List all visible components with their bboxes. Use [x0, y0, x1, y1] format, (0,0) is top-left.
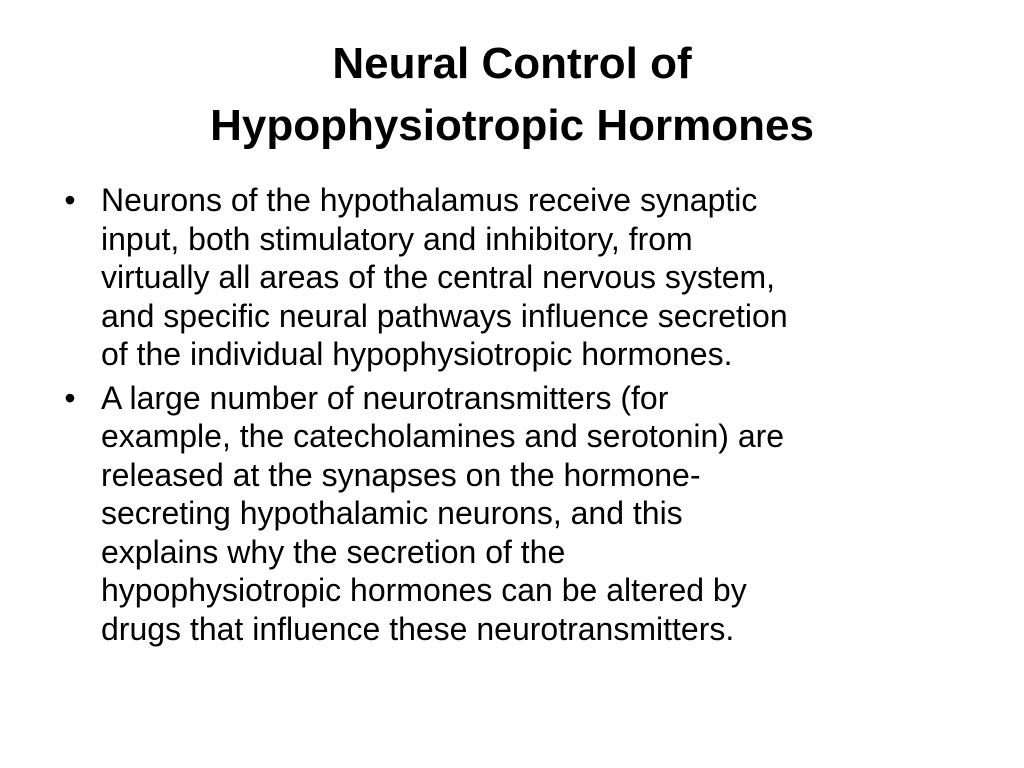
bullet-line: and specific neural pathways influence secretion: [101, 297, 788, 334]
bullet-line: drugs that influence these neurotransmitters.: [101, 610, 735, 647]
bullet-item: [60, 181, 960, 374]
bullet-list: [60, 181, 960, 653]
slide-title-line: Neural Control of: [332, 39, 692, 88]
bullet-line: virtually all areas of the central nervous system,: [101, 259, 776, 295]
bullet-line: of the individual hypophysiotropic hormones.: [101, 336, 733, 372]
bullet-line: A large number of neurotransmitters (for: [101, 379, 669, 416]
bullet-icon: •: [64, 379, 76, 416]
bullet-line: secreting hypothalamic neurons, and this: [101, 495, 683, 531]
bullet-line: input, both stimulatory and inhibitory, from: [101, 220, 693, 257]
bullet-line: example, the catecholamines and serotonin) are: [101, 418, 785, 454]
slide-title-line: Hypophysiotropic Hormones: [210, 101, 814, 150]
bullet-line: hypophysiotropic hormones can be altered by: [101, 572, 747, 608]
slide-title: [60, 33, 964, 157]
bullet-line: explains why the secretion of the: [101, 533, 566, 570]
bullet-line: Neurons of the hypothalamus receive synaptic: [101, 182, 758, 218]
bullet-item: [60, 379, 960, 649]
bullet-line: released at the synapses on the hormone-: [101, 456, 701, 493]
bullet-icon: •: [64, 182, 76, 218]
